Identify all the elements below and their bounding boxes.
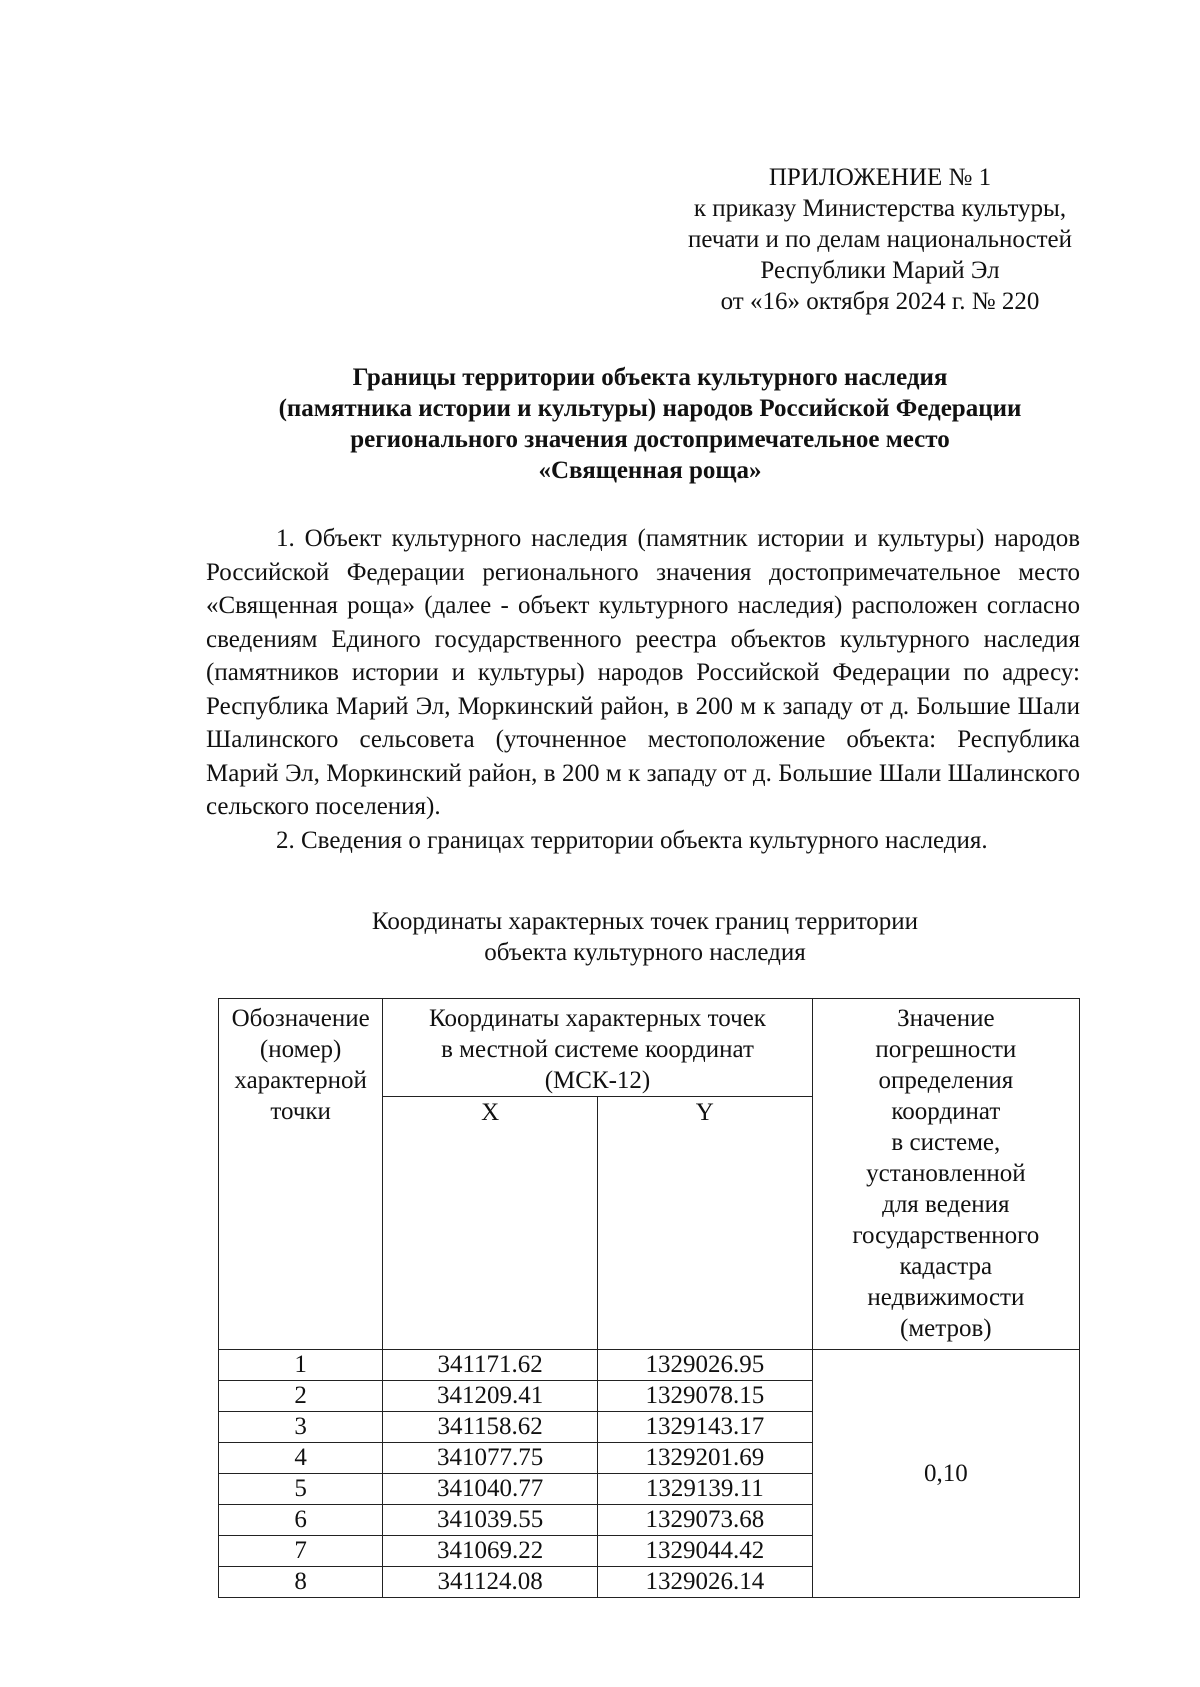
cell-y: 1329026.14	[597, 1567, 812, 1598]
cell-point: 2	[219, 1381, 383, 1412]
document-title	[190, 362, 1110, 486]
title-line-2: (памятника истории и культуры) народов Российской Федерации	[278, 395, 1022, 422]
header-coordinates	[383, 999, 812, 1097]
body-text	[206, 522, 1080, 857]
paragraph-2: 2. Сведения о границах территории объекта культурного наследия.	[276, 826, 988, 854]
annex-republic: Республики Марий Эл	[760, 257, 1000, 284]
header-x: X	[383, 1097, 598, 1350]
header-error	[812, 999, 1079, 1350]
header-error-line: для ведения	[882, 1191, 1010, 1218]
cell-point: 7	[219, 1536, 383, 1567]
header-point-line: характерной	[234, 1067, 367, 1094]
header-error-line: координат	[891, 1098, 1001, 1125]
header-coords-line: Координаты характерных точек	[429, 1005, 766, 1032]
cell-y: 1329044.42	[597, 1536, 812, 1567]
header-error-line: Значение	[897, 1005, 995, 1032]
cell-x: 341171.62	[383, 1350, 598, 1381]
header-error-line: погрешности	[875, 1036, 1017, 1063]
table-caption-line-2: объекта культурного наследия	[484, 939, 806, 966]
cell-error-value: 0,10	[812, 1350, 1079, 1598]
cell-point: 5	[219, 1474, 383, 1505]
paragraph-1: 1. Объект культурного наследия (памятник истории и культуры) народов Российской Федерации регионального значения достопримечательное место «Священная роща» (далее - объект культурного наследия) расположен согласно сведениям Единого государственного реестра объектов культурного наследия (памятников истории и культуры) народов Российской Федерации по адресу: Республика Марий Эл, Моркинский район, в 200 м к западу от д. Большие Шали Шалинского сельсовета (уточненное местоположение объекта: Республика Марий Эл, Моркинский район, в 200 м к западу от д. Большие Шали Шалинского сельского поселения).	[206, 525, 1080, 820]
cell-point: 3	[219, 1412, 383, 1443]
title-line-4: «Священная роща»	[538, 457, 762, 484]
cell-point: 1	[219, 1350, 383, 1381]
annex-order-ref: к приказу Министерства культуры,	[693, 195, 1067, 222]
header-error-line: кадастра	[899, 1253, 993, 1280]
annex-number: ПРИЛОЖЕНИЕ № 1	[768, 164, 992, 191]
header-error-line: (метров)	[900, 1315, 992, 1342]
cell-point: 4	[219, 1443, 383, 1474]
cell-x: 341069.22	[383, 1536, 598, 1567]
cell-y: 1329143.17	[597, 1412, 812, 1443]
header-y: Y	[597, 1097, 812, 1350]
annex-date: от «16» октября 2024 г. № 220	[720, 288, 1040, 315]
header-coords-line: (МСК-12)	[544, 1067, 651, 1094]
table-caption-line-1: Координаты характерных точек границ территории	[371, 908, 919, 935]
title-line-3: регионального значения достопримечательное место	[350, 426, 950, 453]
table-caption	[200, 906, 1090, 968]
cell-y: 1329026.95	[597, 1350, 812, 1381]
cell-point: 8	[219, 1567, 383, 1598]
annex-ministry: печати и по делам национальностей	[688, 226, 1072, 253]
cell-y: 1329139.11	[597, 1474, 812, 1505]
cell-x: 341040.77	[383, 1474, 598, 1505]
header-error-line: недвижимости	[867, 1284, 1025, 1311]
cell-x: 341124.08	[383, 1567, 598, 1598]
cell-x: 341209.41	[383, 1381, 598, 1412]
cell-x: 341158.62	[383, 1412, 598, 1443]
header-error-line: в системе,	[891, 1129, 1001, 1156]
coordinates-table	[218, 998, 1080, 1598]
annex-header	[640, 162, 1120, 317]
cell-y: 1329078.15	[597, 1381, 812, 1412]
header-point	[219, 999, 383, 1350]
header-coords-line: в местной системе координат	[441, 1036, 754, 1063]
cell-point: 6	[219, 1505, 383, 1536]
header-error-line: государственного	[852, 1222, 1040, 1249]
header-point-line: (номер)	[259, 1036, 342, 1063]
cell-y: 1329073.68	[597, 1505, 812, 1536]
title-line-1: Границы территории объекта культурного наследия	[352, 364, 948, 391]
cell-x: 341039.55	[383, 1505, 598, 1536]
cell-y: 1329201.69	[597, 1443, 812, 1474]
table-row	[219, 1350, 1080, 1381]
header-error-line: установленной	[866, 1160, 1026, 1187]
header-point-line: точки	[270, 1098, 331, 1125]
cell-x: 341077.75	[383, 1443, 598, 1474]
header-point-line: Обозначение	[231, 1005, 370, 1032]
header-error-line: определения	[878, 1067, 1014, 1094]
